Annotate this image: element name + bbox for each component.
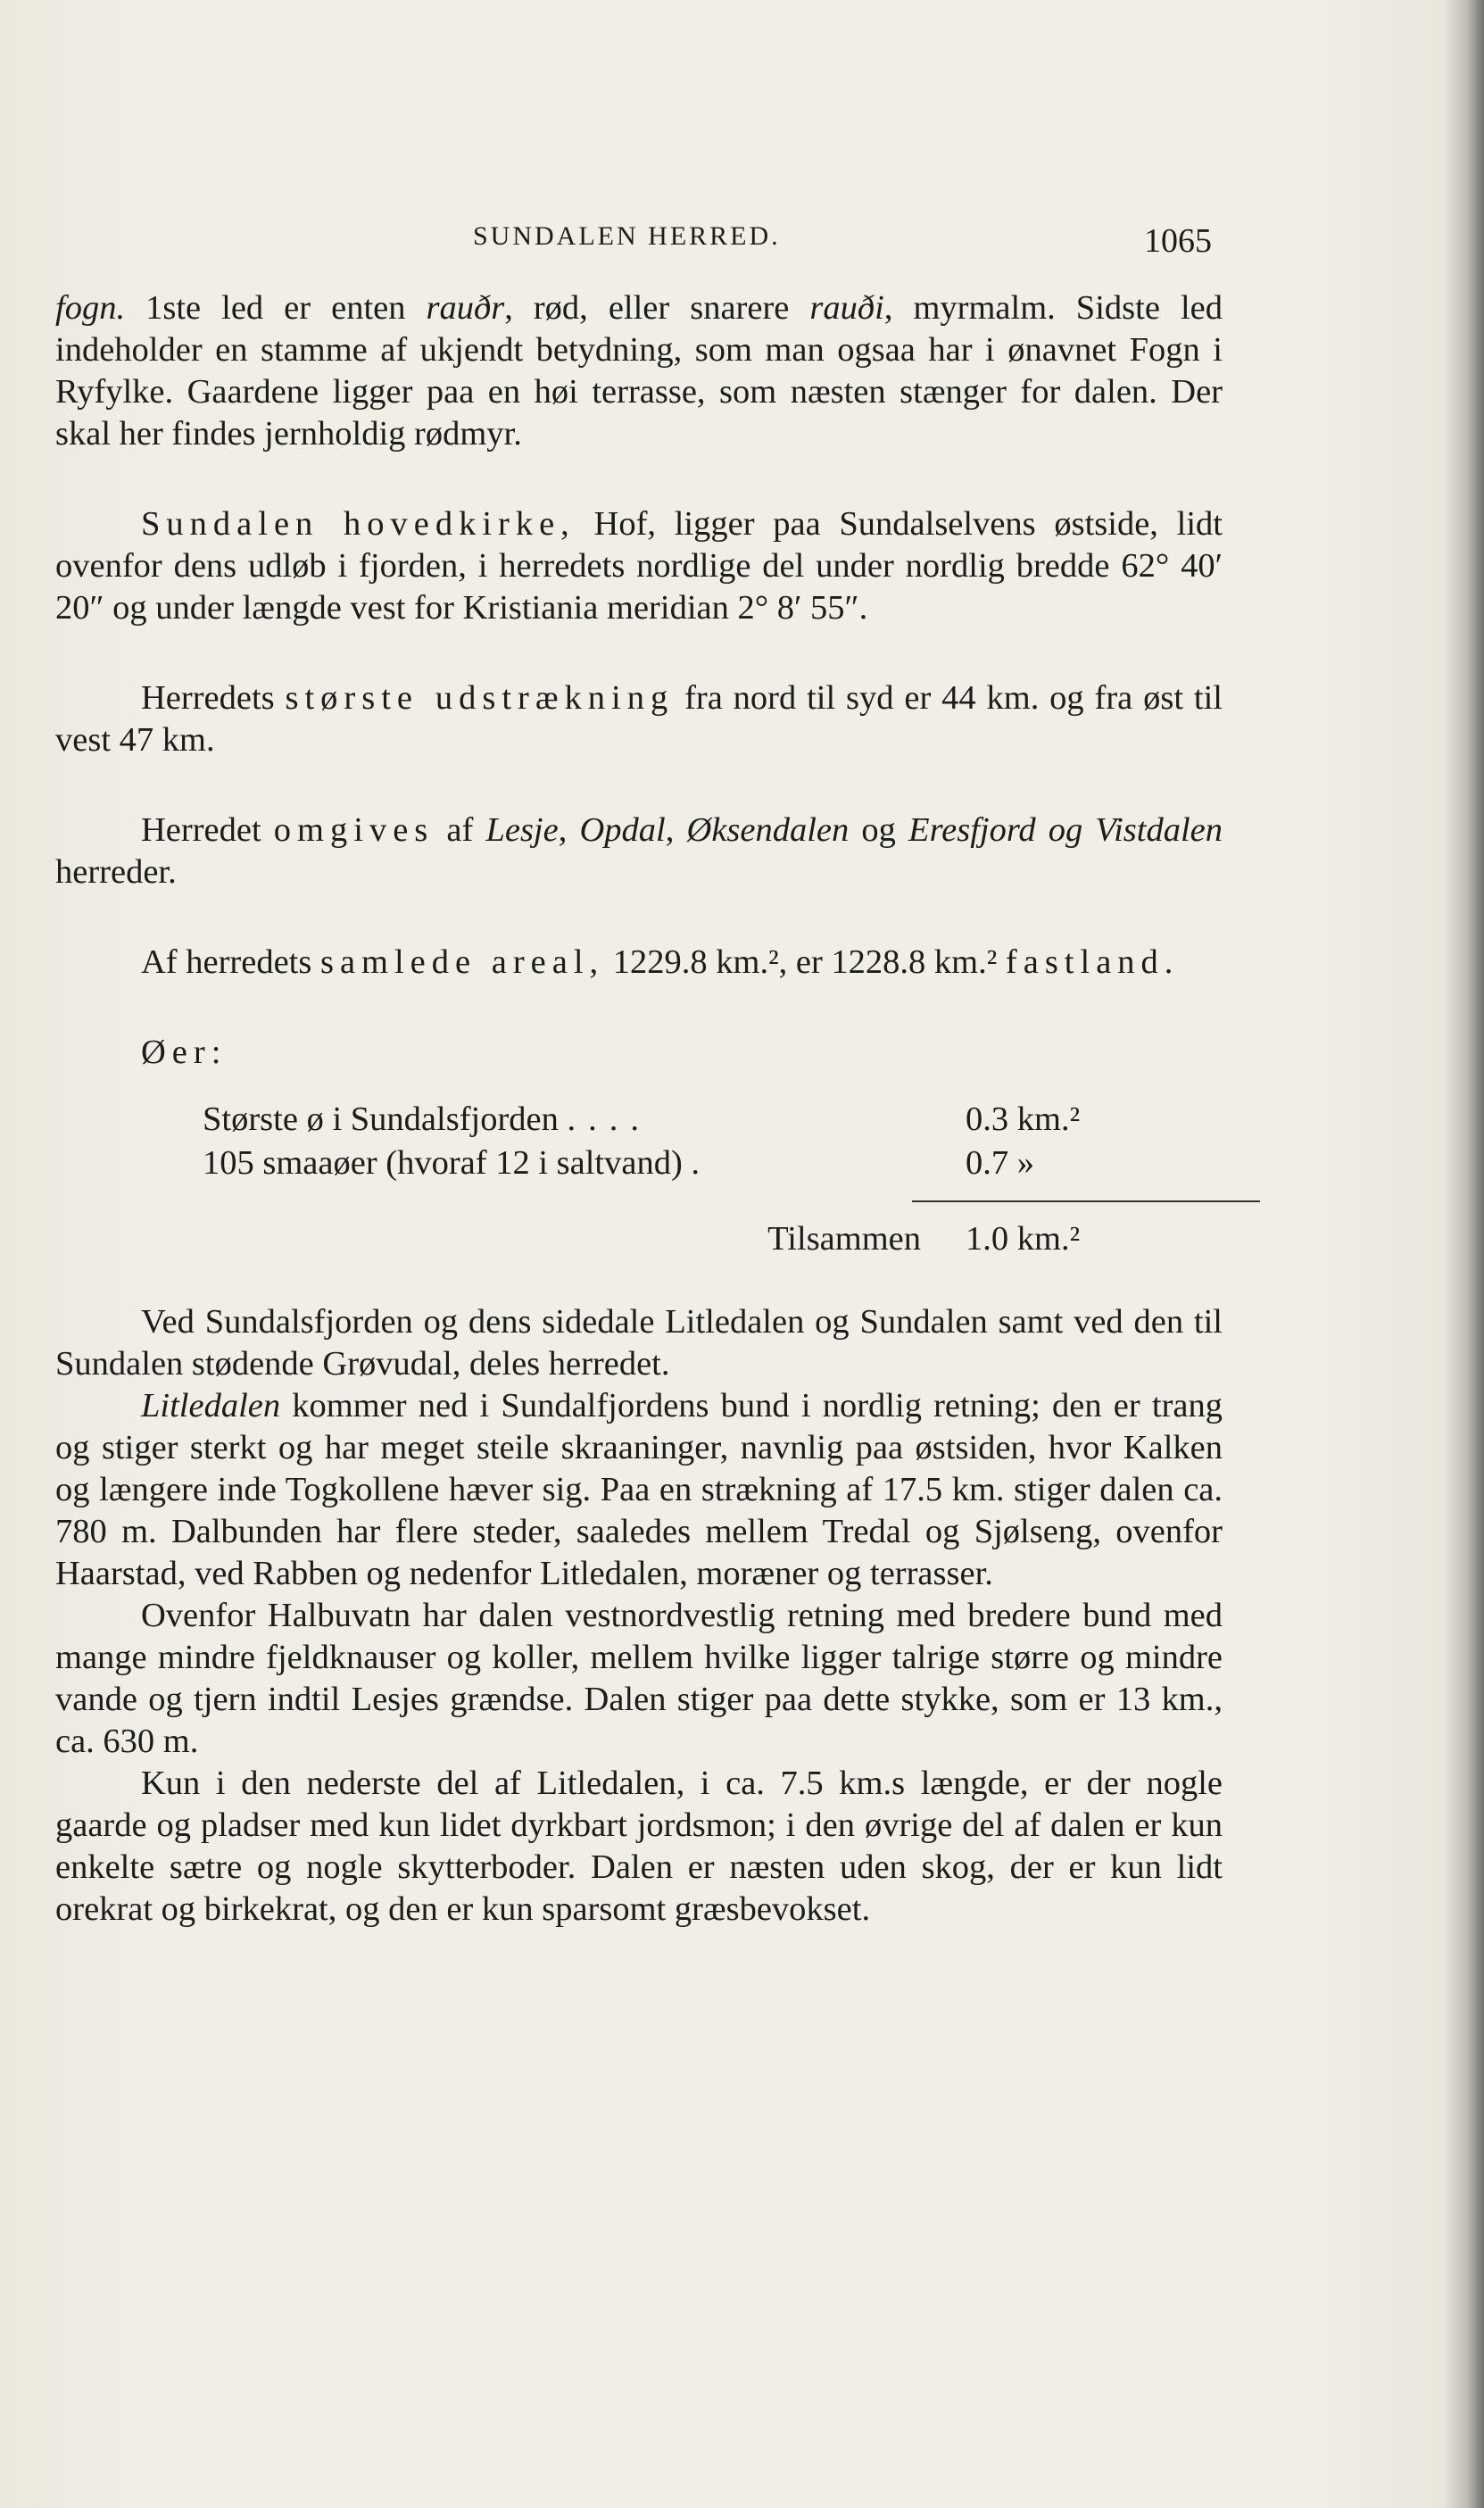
sum-row (203, 1218, 1131, 1260)
island-name (203, 1099, 966, 1141)
body-text (55, 287, 1223, 1931)
paragraph-fogn (55, 287, 1223, 455)
island-name-text: 105 smaaøer (hvoraf 12 i saltvand) (203, 1144, 683, 1182)
hovedkirke-text: Hof, ligger paa Sundalselvens østside, lidt ovenfor dens udløb i fjorden, i herredets nordlige del under nordlig bredde 62° 40′ 20″ og under længde vest for Kristiania meridian 2° 8′ 55″. (55, 505, 1223, 627)
table-row (203, 1142, 1131, 1186)
leader-dots: .... (567, 1100, 651, 1138)
islands-table (203, 1099, 1131, 1260)
table-row (203, 1099, 1131, 1142)
island-name (203, 1142, 966, 1184)
spaced-udstraekning: største udstrækning (285, 679, 675, 717)
paragraph-kun: Kun i den nederste del af Litledalen, i ca. 7.5 km.s længde, er der nogle gaarde og pladser med kun lidet dyrkbart jordsmon; i den øvrige del af dalen er kun enkelte sætre og nogle skytterboder. Dalen er næsten uden skog, der er kun lidt orekrat og birkekrat, og den er kun sparsomt græsbevokset. (55, 1765, 1223, 1928)
paragraph-ovenfor: Ovenfor Halbuvatn har dalen vestnordvestlig retning med bredere bund med mange mindre fjeldknauser og koller, mellem hvilke ligger talrige større og mindre vande og tjern indtil Lesjes grændse. Dalen stiger paa dette stykke, som er 13 km., ca. 630 m. (55, 1597, 1223, 1760)
name-oksendalen: Øksendalen (686, 811, 850, 849)
oer-label: Øer: (141, 1034, 228, 1071)
sep-2: , (665, 811, 687, 849)
areal-pre: Af herredets (141, 943, 320, 981)
omgives-af: af (434, 811, 486, 849)
og-1: og (849, 811, 909, 849)
name-eresfjord: Eresfjord (908, 811, 1036, 849)
island-name-text: Største ø i Sundalsfjorden (203, 1100, 559, 1138)
name-lesje: Lesje (485, 811, 559, 849)
sum-value: 1.0 km.² (966, 1220, 1081, 1258)
udstraekning-text: fra nord til syd er 44 km. og fra øst til vest 47 km. (55, 679, 1223, 759)
spaced-omgives: omgives (273, 811, 435, 849)
page-edge-shadow (1443, 0, 1484, 2508)
fogn-text-2: , rød, eller snarere (504, 289, 810, 327)
page-header (0, 221, 1484, 275)
spaced-samlede-areal: samlede areal, (319, 943, 605, 981)
fogn-text-1: 1ste led er enten (125, 289, 427, 327)
litledalen-text: kommer ned i Sundalfjordens bund i nordlig retning; den er trang og stiger sterkt og har meget steile skraaninger, navnlig paa østsiden, hvor Kalken og længere inde Togkollene hæver sig. Paa en strækning af 17.5 km. stiger dalen ca. 780 m. Dalbunden har flere steder, saaledes mellem Tredal og Sjølseng, ovenfor Haarstad, ved Rabben og nedenfor Litledalen, moræner og terrasser. (55, 1387, 1223, 1592)
omgives-pre: Herredet (141, 811, 274, 849)
paragraph-udstraekning (55, 677, 1223, 761)
paragraph-hovedkirke (55, 503, 1223, 629)
word-raudr: rauðr (426, 289, 505, 327)
sum-rule (912, 1200, 1260, 1202)
spaced-fastland: fastland. (1005, 943, 1180, 981)
sep-1: , (558, 811, 580, 849)
paragraph-litledalen (55, 1385, 1223, 1595)
og-2: og (1035, 811, 1096, 849)
page-number: 1065 (1144, 222, 1212, 260)
fogn-text-3: , myrmalm. Sidste led indeholder en stamme af ukjendt betydning, som man ogsaa har i ønavnet Fogn i Ryfylke. Gaardene ligger paa en høi terrasse, som næsten stænger for dalen. Der skal her findes jernholdig rødmyr. (55, 289, 1223, 453)
paragraph-ved: Ved Sundalsfjorden og dens sidedale Litledalen og Sundalen samt ved den til Sundalen stødende Grøvudal, deles herredet. (55, 1303, 1223, 1383)
paragraph-omgives (55, 810, 1223, 893)
leader-dots: . (691, 1144, 713, 1182)
term-litledalen: Litledalen (141, 1387, 281, 1424)
island-area: 0.3 km.² (966, 1100, 1081, 1138)
running-head: SUNDALEN HERRED. (473, 221, 781, 251)
sum-label: Tilsammen (767, 1220, 921, 1258)
term-fogn: fogn. (55, 289, 126, 327)
udstraekning-pre: Herredets (141, 679, 286, 717)
word-raudi: rauði (809, 289, 884, 327)
omgives-rest: herreder. (55, 853, 177, 891)
spaced-hovedkirke: Sundalen hovedkirke, (141, 505, 576, 543)
islands-label (55, 1032, 1223, 1074)
island-area: 0.7 » (966, 1144, 1034, 1182)
name-vistdalen: Vistdalen (1095, 811, 1223, 849)
name-opdal: Opdal (579, 811, 666, 849)
paragraph-areal (55, 942, 1223, 984)
areal-mid: 1229.8 km.², er 1228.8 km.² (604, 943, 1006, 981)
